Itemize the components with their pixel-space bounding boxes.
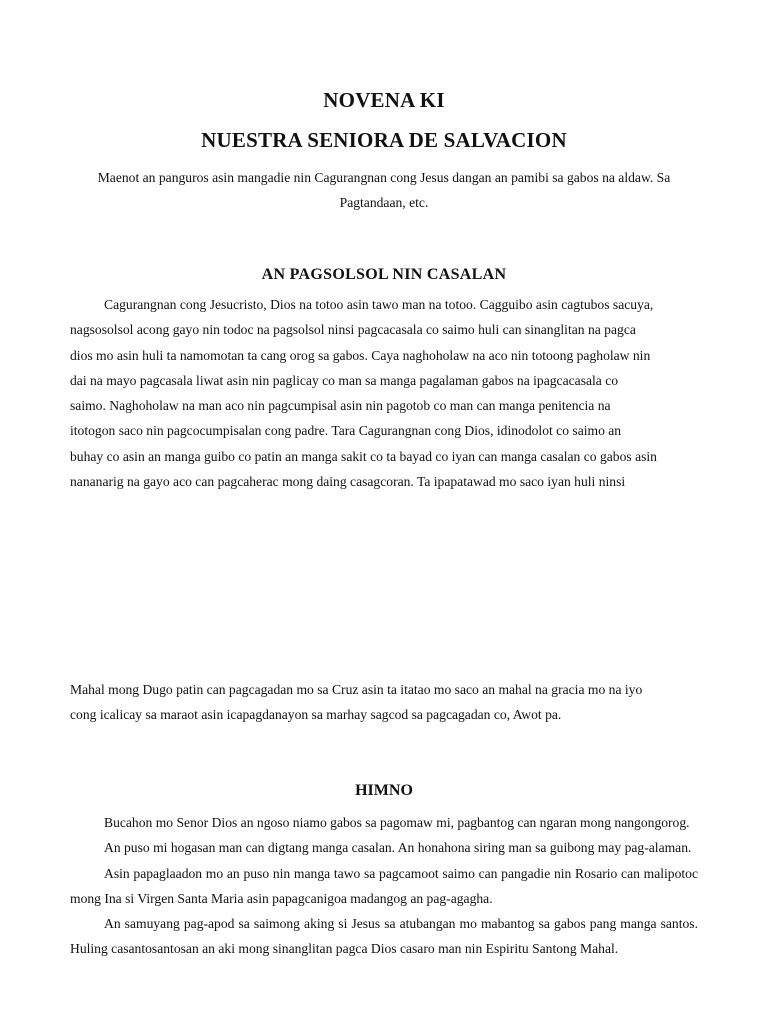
himno-paragraph: Asin papaglaadon mo an puso nin manga tawo sa pagcamoot saimo can pangadie nin Rosario can malipotoc mong Ina si Virgen Santa Maria asin papagcanigoa madangog an pag-agagha. <box>70 865 698 906</box>
prayer-line: itotogon saco nin pagcocumpisalan cong padre. Tara Cagurangnan cong Dios, idinodolot co saimo an <box>70 423 622 439</box>
prayer-line: dai na mayo pagcasala liwat asin nin paglicay co man sa manga pagalaman gabos na ipagcacasala co <box>70 372 619 388</box>
prayer-paragraph <box>70 292 698 494</box>
prayer-line: nagsosolsol acong gayo nin todoc na pagsolsol ninsi pagcacasala co saimo huli can sinanglitan na pagca <box>70 322 636 338</box>
prayer-line: Mahal mong Dugo patin can pagcagadan mo sa Cruz asin ta itatao mo saco an mahal na gracia mo na iyo <box>70 682 643 697</box>
himno-paragraph: An samuyang pag-apod sa saimong aking si Jesus sa atubangan mo mabantog sa gabos pang manga santos. Huling casantosantosan an aki mong sinanglitan pagca Dios casaro man nin Espiritu Santong Mahal. <box>70 916 698 957</box>
document-title-line2: NUESTRA SENIORA DE SALVACION <box>201 128 567 152</box>
document-title-line1: NOVENA KI <box>323 88 445 112</box>
prayer-line: cong icalicay sa maraot asin icapagdanayon sa marhay sagcod sa pagcagadan co, Awot pa. <box>70 707 562 723</box>
prayer-line: buhay co asin an manga guibo co patin an manga sakit co ta bayad co iyan can manga casalan co gabos asin <box>70 448 657 464</box>
himno-paragraph: An puso mi hogasan man can digtang manga casalan. An honahona siring man sa guibong may pag-alaman. <box>104 840 692 856</box>
prayer-line: saimo. Naghoholaw na man aco nin pagcumpisal asin nin pagotob co man can manga penitencia na <box>70 398 611 414</box>
himno-body <box>70 810 698 962</box>
intro-line: Pagtandaan, etc. <box>339 195 429 210</box>
prayer-line: nananarig na gayo aco can pagcaherac mong daing casagcoran. Ta ipapatawad mo saco iyan huli ninsi <box>70 474 626 490</box>
intro-line: Maenot an panguros asin mangadie nin Cagurangnan cong Jesus dangan an pamibi sa gabos na aldaw. Sa <box>97 170 671 185</box>
prayer-line: Cagurangnan cong Jesucristo, Dios na totoo asin tawo man na totoo. Cagguibo asin cagtubos sacuya, <box>104 297 654 312</box>
prayer-line: dios mo asin huli ta namomotan ta cang orog sa gabos. Caya naghoholaw na aco nin totoong pagholaw nin <box>70 347 651 363</box>
section-heading: AN PAGSOLSOL NIN CASALAN <box>261 266 507 283</box>
himno-paragraph: Bucahon mo Senor Dios an ngoso niamo gabos sa pagomaw mi, pagbantog can ngaran mong nangongorog. <box>104 815 690 830</box>
intro-text <box>70 165 698 215</box>
prayer-continuation <box>70 677 698 728</box>
himno-heading: HIMNO <box>355 782 413 799</box>
